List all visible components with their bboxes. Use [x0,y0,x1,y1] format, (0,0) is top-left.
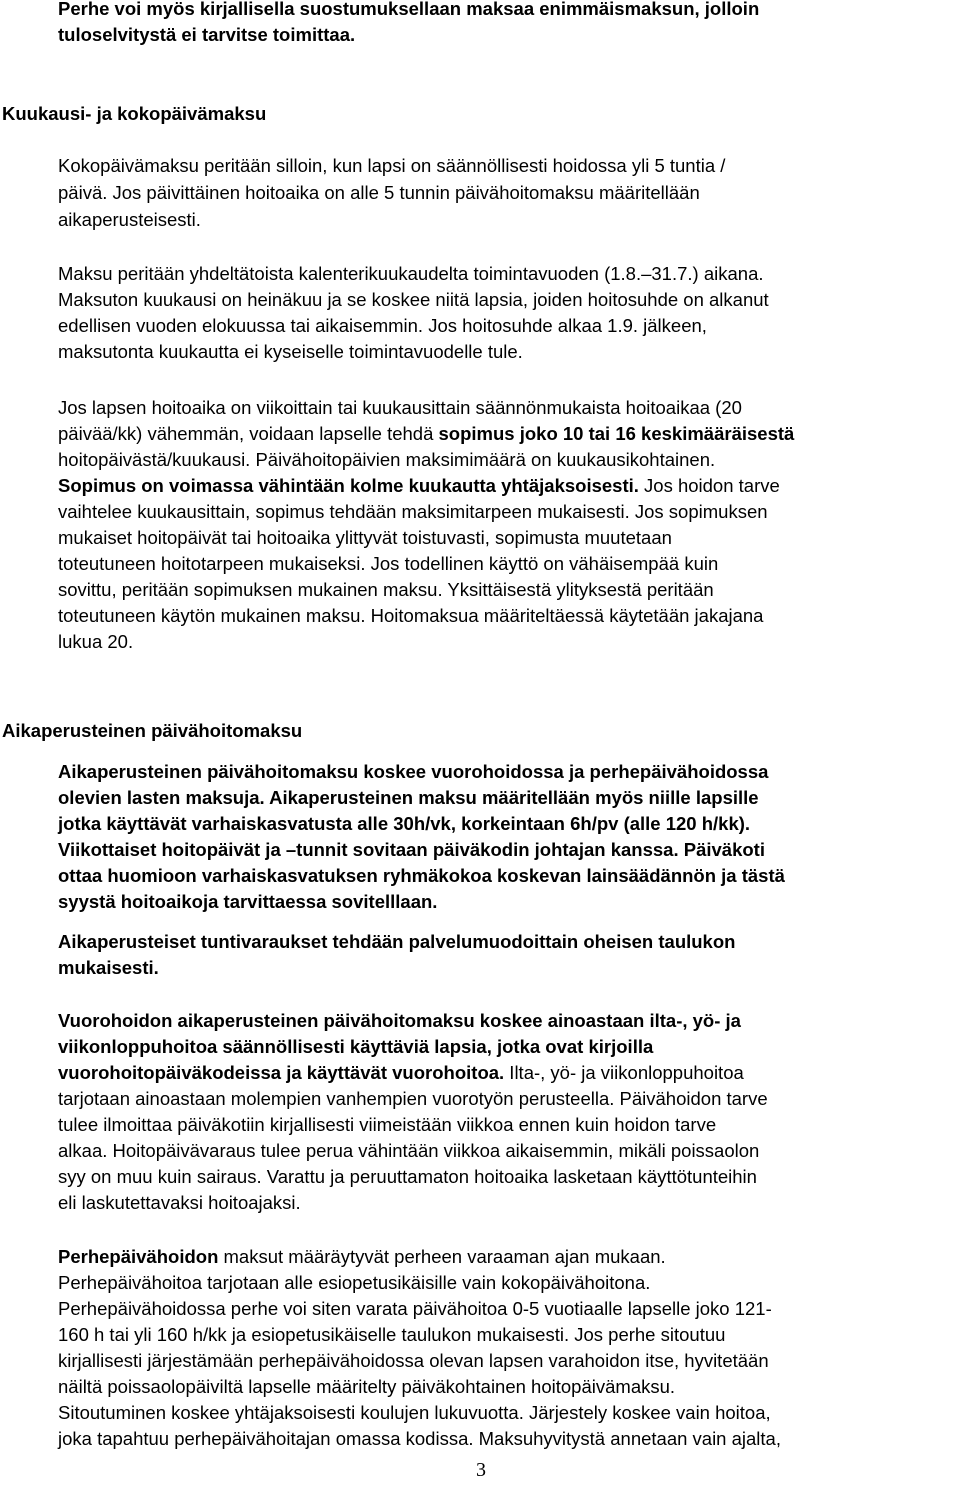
paragraph-line: syystä hoitoaikoja tarvittaessa sovitelllaan. [58,891,438,912]
paragraph-line [58,473,780,499]
text-run: päivää/kk) vähemmän, voidaan lapselle tehdä [58,423,439,444]
paragraph-line: toteutuneen hoitotarpeen mukaiseksi. Jos todellinen käyttö on vähäisempää kuin [58,553,719,574]
paragraph-line: syy on muu kuin sairaus. Varattu ja peruuttamaton hoitoaika lasketaan käyttötunteihin [58,1166,757,1187]
paragraph-line: jotka käyttävät varhaiskasvatusta alle 30h/vk, korkeintaan 6h/pv (alle 120 h/kk). [58,813,751,834]
paragraph-line: päivä. Jos päivittäinen hoitoaika on alle 5 tunnin päivähoitomaksu määritellään [58,182,700,203]
paragraph-line: 160 h tai yli 160 h/kk ja esiopetusikäiselle taulukon mukaisesti. Jos perhe sitoutuu [58,1324,726,1345]
paragraph-line: tulee ilmoittaa päiväkotiin kirjallisesti viimeistään viikkoa ennen kuin hoidon tarve [58,1114,717,1135]
intro-line-2: tuloselvitystä ei tarvitse toimittaa. [58,24,356,45]
paragraph-line: Maksuton kuukausi on heinäkuu ja se koskee niitä lapsia, joiden hoitosuhde on alkanut [58,289,769,310]
paragraph-line [58,1060,744,1086]
paragraph-line: olevien lasten maksuja. Aikaperusteinen maksu määritellään myös niille lapsille [58,787,759,808]
text-run: Jos hoidon tarve [638,475,780,496]
paragraph-line [58,1244,666,1270]
paragraph-line: joka tapahtuu perhepäivähoitajan omassa kodissa. Maksuhyvitystä annetaan vain ajalta, [58,1428,781,1449]
paragraph-line: maksutonta kuukautta ei kyseiselle toimintavuodelle tule. [58,341,523,362]
bold-run: Sopimus on voimassa vähintään kolme kuukautta yhtäjaksoisesti. [58,475,639,496]
paragraph-line: Viikottaiset hoitopäivät ja –tunnit sovitaan päiväkodin johtajan kanssa. Päiväkoti [58,839,765,860]
paragraph-line: tarjotaan ainoastaan molempien vanhempien vuorotyön perusteella. Päivähoidon tarve [58,1088,768,1109]
paragraph-line: eli laskutettavaksi hoitoajaksi. [58,1192,301,1213]
page-number: 3 [476,1459,486,1481]
paragraph-line: lukua 20. [58,631,134,652]
paragraph-line: Aikaperusteiset tuntivaraukset tehdään palvelumuodoittain oheisen taulukon [58,931,736,952]
text-run: maksut määräytyvät perheen varaaman ajan mukaan. [218,1246,666,1267]
paragraph-line [58,421,794,447]
paragraph-line: ottaa huomioon varhaiskasvatuksen ryhmäkokoa koskevan lainsäädännön ja tästä [58,865,785,886]
paragraph-line: aikaperusteisesti. [58,209,201,230]
paragraph-line: Aikaperusteinen päivähoitomaksu koskee vuorohoidossa ja perhepäivähoidossa [58,761,769,782]
paragraph-line: edellisen vuoden elokuussa tai aikaisemmin. Jos hoitosuhde alkaa 1.9. jälkeen, [58,315,707,336]
paragraph-line: Perhepäivähoidossa perhe voi siten varata päivähoitoa 0-5 vuotiaalle lapselle joko 121- [58,1298,772,1319]
paragraph-line: Kokopäivämaksu peritään silloin, kun lapsi on säännöllisesti hoidossa yli 5 tuntia / [58,155,726,176]
paragraph-line: sovittu, peritään sopimuksen mukainen maksu. Yksittäisestä ylityksestä peritään [58,579,714,600]
bold-run: sopimus joko 10 tai 16 keskimääräisestä [438,423,795,444]
paragraph-line: Sitoutuminen koskee yhtäjaksoisesti koulujen lukuvuotta. Järjestely koskee vain hoitoa, [58,1402,771,1423]
paragraph-line: viikonloppuhoitoa säännöllisesti käyttäviä lapsia, jotka ovat kirjoilla [58,1036,654,1057]
paragraph-line: Vuorohoidon aikaperusteinen päivähoitomaksu koskee ainoastaan ilta-, yö- ja [58,1010,741,1031]
section-heading-full-day: Kuukausi- ja kokopäivämaksu [2,103,267,124]
paragraph-line: vaihtelee kuukausittain, sopimus tehdään maksimitarpeen mukaisesti. Jos sopimuksen [58,501,768,522]
paragraph-line: alkaa. Hoitopäivävaraus tulee perua vähintään viikkoa aikaisemmin, mikäli poissaolon [58,1140,760,1161]
paragraph-line: Perhepäivähoitoa tarjotaan alle esiopetusikäisille vain kokopäivähoitona. [58,1272,651,1293]
paragraph-line: toteutuneen käytön mukainen maksu. Hoitomaksua määriteltäessä käytetään jakajana [58,605,764,626]
paragraph-line: kirjallisesti järjestämään perhepäivähoidossa olevan lapsen varahoidon itse, hyvitetään [58,1350,769,1371]
bold-run: Perhepäivähoidon [58,1246,219,1267]
paragraph-line: mukaiset hoitopäivät tai hoitoaika ylittyvät toistuvasti, sopimusta muutetaan [58,527,672,548]
text-run: Ilta-, yö- ja viikonloppuhoitoa [504,1062,744,1083]
paragraph-line: hoitopäivästä/kuukausi. Päivähoitopäivien maksimimäärä on kuukausikohtainen. [58,449,716,470]
bold-run: vuorohoitopäiväkodeissa ja käyttävät vuorohoitoa. [58,1062,505,1083]
intro-line-1: Perhe voi myös kirjallisella suostumuksellaan maksaa enimmäismaksun, jolloin [58,0,760,19]
paragraph-line: Jos lapsen hoitoaika on viikoittain tai kuukausittain säännönmukaista hoitoaikaa (20 [58,397,742,418]
paragraph-line: mukaisesti. [58,957,159,978]
paragraph-line: näiltä poissaolopäiviltä lapselle määritelty päiväkohtainen hoitopäivämaksu. [58,1376,676,1397]
section-heading-hourly: Aikaperusteinen päivähoitomaksu [2,720,303,741]
paragraph-line: Maksu peritään yhdeltätoista kalenterikuukaudelta toimintavuoden (1.8.–31.7.) aikana. [58,263,764,284]
